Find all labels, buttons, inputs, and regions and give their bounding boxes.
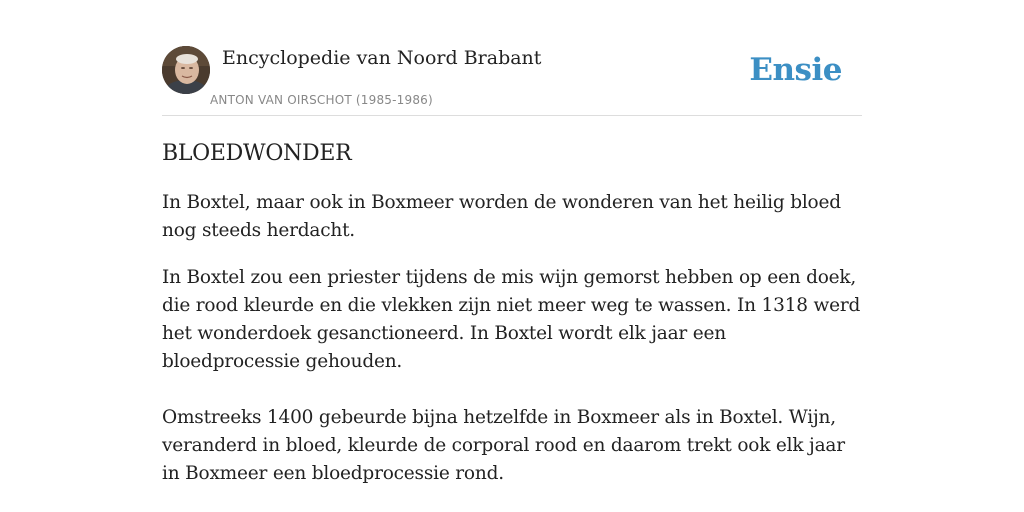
portrait-icon	[162, 46, 210, 94]
author-name[interactable]: ANTON VAN OIRSCHOT (1985-1986)	[210, 93, 433, 107]
article-paragraph-3: Omstreeks 1400 gebeurde bijna hetzelfde in Boxmeer als in Boxtel. Wijn, veranderd in bloed, kleurde de corporal rood en daarom trekt ook elk jaar in Boxmeer een bloedprocessie rond.	[162, 407, 845, 484]
article-paragraph-2: In Boxtel zou een priester tijdens de mis wijn gemorst hebben op een doek, die rood kleurde en die vlekken zijn niet meer weg te wassen. In 1318 werd het wonderdoek gesanctioneerd. In Boxtel wordt elk jaar een bloedprocessie gehouden.	[162, 267, 861, 372]
article-title: BLOEDWONDER	[162, 141, 352, 166]
author-avatar[interactable]	[162, 46, 210, 94]
article-body	[162, 138, 862, 507]
source-title[interactable]: Encyclopedie van Noord Brabant	[222, 47, 542, 69]
article-paragraph-1: In Boxtel, maar ook in Boxmeer worden de wonderen van het heilig bloed nog steeds herdacht.	[162, 192, 841, 241]
article-header	[162, 46, 862, 116]
brand-logo[interactable]: Ensie	[749, 52, 842, 88]
